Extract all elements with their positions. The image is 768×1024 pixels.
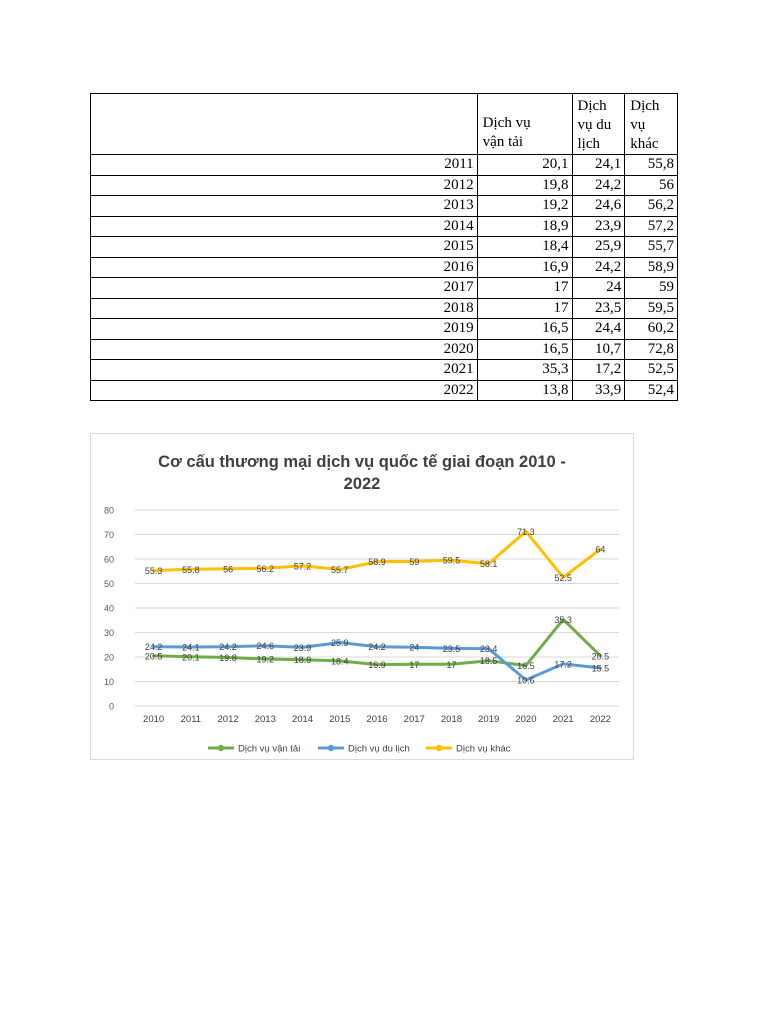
table-cell-year: 2014: [91, 216, 478, 237]
data-label: 10.6: [517, 675, 535, 686]
data-label: 57.2: [293, 561, 312, 572]
data-label: 16.9: [368, 660, 386, 671]
table-header-text: vụ: [630, 117, 646, 133]
table-cell-value: 17: [477, 278, 572, 299]
legend-marker: [218, 745, 224, 751]
table-cell-value: 24,2: [572, 257, 625, 278]
table-cell-year: 2012: [91, 175, 478, 196]
data-label: 24.2: [368, 642, 386, 653]
table-cell-year: 2020: [91, 339, 478, 360]
series-line-2: [154, 531, 601, 577]
table-row: [91, 196, 678, 217]
table-header-row: [91, 94, 678, 155]
data-label: 23.9: [293, 642, 312, 653]
data-label: 55.8: [182, 564, 200, 575]
data-label: 23.4: [479, 644, 498, 655]
data-label: 56: [223, 564, 234, 575]
table-cell-year: 2022: [91, 380, 478, 401]
legend-marker: [436, 745, 442, 751]
table-row: [91, 216, 678, 237]
data-label: 64: [595, 544, 606, 555]
y-tick-label: 60: [103, 554, 114, 565]
y-tick-label: 70: [103, 530, 114, 540]
data-label: 24: [409, 642, 420, 653]
table-header-text: Dịch: [577, 98, 607, 114]
y-tick-label: 0: [108, 701, 114, 712]
table-header-transport: [477, 94, 572, 155]
table-row: [91, 278, 678, 299]
table-cell-value: 16,9: [477, 257, 572, 278]
table-cell-year: 2016: [91, 257, 478, 278]
table-header-text: khác: [630, 136, 659, 152]
data-label: 58.9: [368, 557, 386, 568]
table-cell-value: 35,3: [477, 360, 572, 381]
data-label: 15.5: [591, 663, 610, 674]
table-cell-year: 2017: [91, 278, 478, 299]
data-label: 18.5: [479, 656, 498, 667]
x-tick-label: 2020: [515, 714, 537, 725]
x-tick-label: 2021: [552, 714, 574, 725]
table-cell-value: 17: [477, 298, 572, 319]
chart-title: Cơ cấu thương mại dịch vụ quốc tế giai đoạn 2010 -: [158, 453, 566, 471]
legend-marker: [328, 745, 334, 751]
table-row: [91, 319, 678, 340]
table-cell-year: 2011: [91, 155, 478, 176]
table-cell-value: 59,5: [625, 298, 678, 319]
data-label: 55.7: [331, 565, 349, 576]
table-cell-value: 24,2: [572, 175, 625, 196]
x-tick-label: 2011: [180, 714, 202, 725]
x-tick-label: 2013: [254, 714, 276, 725]
data-label: 17.2: [554, 659, 572, 670]
table-row: [91, 257, 678, 278]
legend-label: Dịch vụ du lịch: [348, 743, 410, 755]
y-tick-label: 10: [103, 677, 114, 687]
data-label: 23.5: [442, 643, 461, 654]
table-cell-value: 72,8: [625, 339, 678, 360]
table-header-text: Dịch: [630, 98, 660, 114]
table-cell-value: 25,9: [572, 237, 625, 258]
data-label: 20.5: [144, 651, 163, 662]
x-tick-label: 2014: [291, 714, 314, 725]
data-label: 55.3: [144, 566, 163, 577]
data-label: 59: [409, 556, 420, 567]
table-cell-value: 60,2: [625, 319, 678, 340]
table-cell-value: 24,6: [572, 196, 625, 217]
x-tick-label: 2019: [478, 714, 500, 725]
table-cell-value: 13,8: [477, 380, 572, 401]
table-cell-value: 58,9: [625, 257, 678, 278]
data-label: 24.1: [182, 642, 200, 653]
table-cell-value: 56,2: [625, 196, 678, 217]
table-header-other: [625, 94, 678, 155]
table-row: [91, 339, 678, 360]
data-label: 17: [446, 659, 457, 670]
table-cell-year: 2021: [91, 360, 478, 381]
legend-label: Dịch vụ khác: [456, 743, 511, 755]
x-tick-label: 2012: [217, 714, 239, 725]
y-tick-label: 80: [103, 505, 114, 516]
table-cell-value: 18,4: [477, 237, 572, 258]
table-cell-value: 16,5: [477, 319, 572, 340]
table-cell-value: 52,5: [625, 360, 678, 381]
data-label: 17: [409, 659, 420, 670]
table-cell-year: 2013: [91, 196, 478, 217]
x-tick-label: 2016: [366, 714, 388, 725]
table-cell-value: 24,4: [572, 319, 625, 340]
line-chart: [90, 433, 634, 760]
table-cell-value: 10,7: [572, 339, 625, 360]
table-header-tourism: [572, 94, 625, 155]
table-row: [91, 360, 678, 381]
x-tick-label: 2018: [440, 714, 463, 725]
y-tick-label: 30: [103, 628, 114, 638]
table-cell-value: 20,1: [477, 155, 572, 176]
table-header-text: vận tải: [482, 134, 524, 150]
table-cell-value: 23,5: [572, 298, 625, 319]
table-cell-value: 24: [572, 278, 625, 299]
table-row: [91, 380, 678, 401]
data-label: 24.2: [219, 642, 237, 653]
table-cell-value: 52,4: [625, 380, 678, 401]
table-row: [91, 298, 678, 319]
y-tick-label: 50: [103, 579, 114, 589]
table-header-text: vụ du: [577, 117, 612, 133]
data-label: 52.5: [554, 572, 572, 583]
table-cell-value: 55,8: [625, 155, 678, 176]
table-cell-year: 2018: [91, 298, 478, 319]
chart-svg: [91, 434, 633, 759]
table-cell-year: 2019: [91, 319, 478, 340]
table-cell-value: 24,1: [572, 155, 625, 176]
data-label: 18.4: [331, 656, 349, 667]
data-label: 24.6: [256, 641, 275, 652]
x-tick-label: 2022: [589, 714, 611, 725]
data-label: 16.5: [517, 661, 535, 672]
table-cell-year: 2015: [91, 237, 478, 258]
table-header-text: lịch: [577, 136, 601, 152]
table-row: [91, 175, 678, 196]
x-tick-label: 2010: [143, 714, 165, 725]
data-label: 56.2: [256, 563, 275, 574]
y-tick-label: 40: [103, 603, 114, 614]
data-label: 19.8: [219, 652, 237, 663]
table-row: [91, 155, 678, 176]
table-cell-value: 56: [625, 175, 678, 196]
data-label: 58.1: [479, 559, 498, 570]
data-label: 20.5: [591, 651, 610, 662]
data-table: [90, 93, 678, 401]
legend-label: Dịch vụ vận tải: [238, 743, 301, 755]
table-cell-value: 55,7: [625, 237, 678, 258]
y-tick-label: 20: [103, 652, 114, 663]
table-cell-value: 59: [625, 278, 678, 299]
data-label: 18.9: [293, 655, 312, 666]
table-cell-value: 16,5: [477, 339, 572, 360]
table-cell-value: 57,2: [625, 216, 678, 237]
table-cell-value: 23,9: [572, 216, 625, 237]
table-cell-value: 18,9: [477, 216, 572, 237]
table-cell-value: 19,2: [477, 196, 572, 217]
chart-title: 2022: [343, 475, 381, 493]
data-label: 59.5: [442, 555, 461, 566]
data-label: 20.1: [182, 652, 200, 663]
table-cell-value: 17,2: [572, 360, 625, 381]
table-cell-value: 19,8: [477, 175, 572, 196]
table-header-blank: [91, 94, 478, 155]
data-label: 35.3: [554, 615, 572, 626]
data-label: 71.3: [517, 526, 535, 537]
table-row: [91, 237, 678, 258]
x-tick-label: 2015: [329, 714, 351, 725]
data-label: 25.9: [331, 638, 349, 649]
x-tick-label: 2017: [403, 714, 425, 725]
table-cell-value: 33,9: [572, 380, 625, 401]
data-label: 19.2: [256, 654, 275, 665]
table-header-text: Dịch vụ: [482, 115, 531, 131]
data-label: 24.2: [144, 642, 163, 653]
